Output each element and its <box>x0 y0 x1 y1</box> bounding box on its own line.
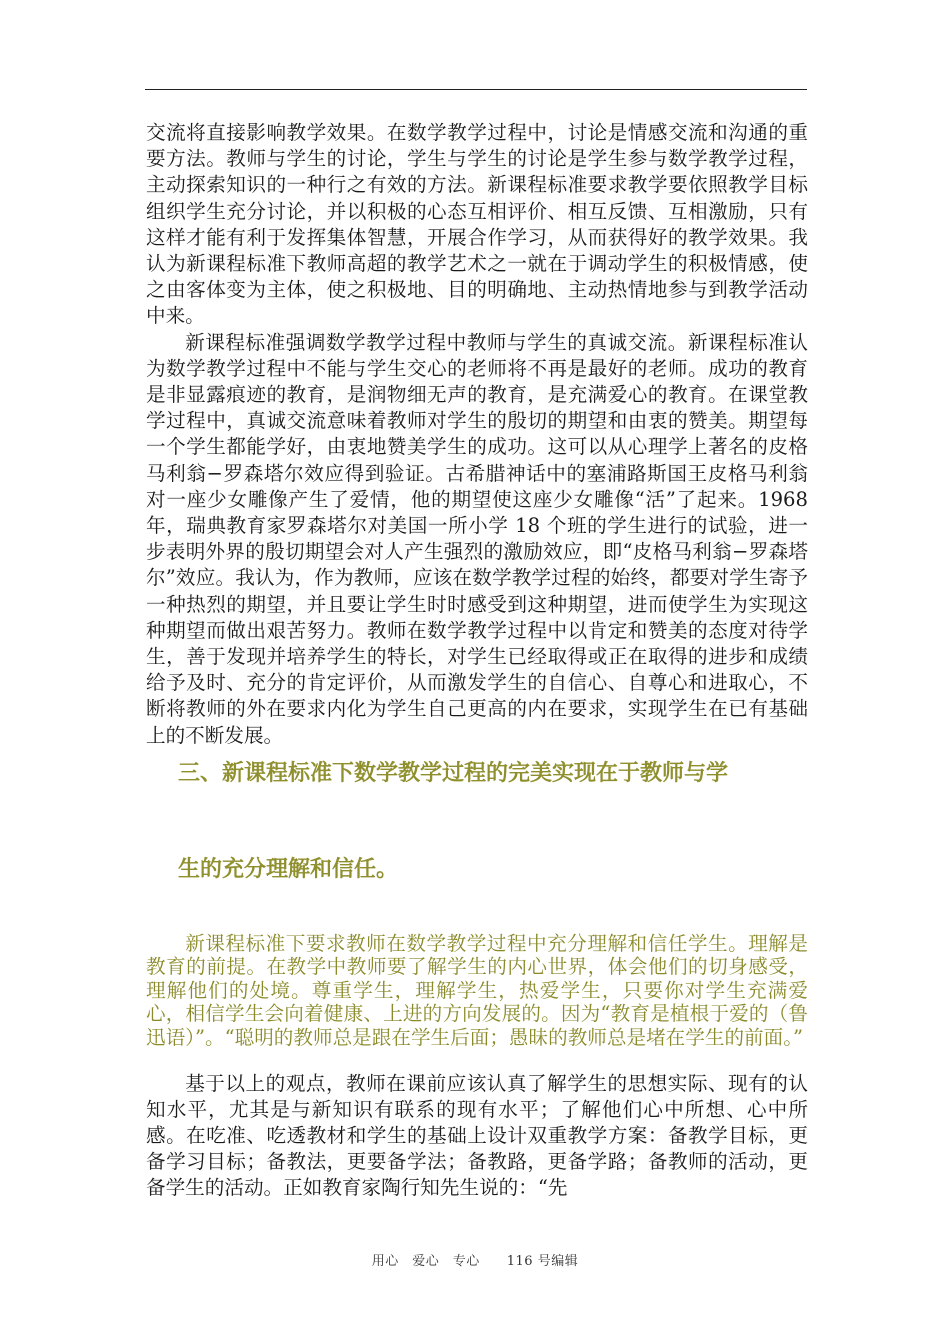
paragraph-understanding-trust: 新课程标准下要求教师在数学教学过程中充分理解和信任学生。理解是教育的前提。在教学中教师要了解学生的内心世界，体会他们的切身感受，理解他们的处境。尊重学生，理解学生，热爱学生，只要你对学生充满爱心，相信学生会向着健康、上进的方向发展的。因为“教育是植根于爱的（鲁迅语）”。“聪明的教师总是跟在学生后面；愚昧的教师总是堵在学生的前面。” <box>146 932 808 1049</box>
section-heading-line-2: 生的充分理解和信任。 <box>178 857 399 882</box>
header-rule <box>145 89 807 90</box>
body-text-top <box>146 120 808 749</box>
paragraph-sincere-communication: 新课程标准强调数学教学过程中教师与学生的真诚交流。新课程标准认为数学教学过程中不能与学生交心的老师将不再是最好的老师。成功的教育是非显露痕迹的教育，是润物细无声的教育，是充满爱心的教育。在课堂教学过程中，真诚交流意味着教师对学生的殷切的期望和由衷的赞美。期望每一个学生都能学好，由衷地赞美学生的成功。这可以从心理学上著名的皮格马利翁−罗森塔尔效应得到验证。古希腊神话中的塞浦路斯国王皮格马利翁对一座少女雕像产生了爱情，他的期望使这座少女雕像“活”了起来。1968 年，瑞典教育家罗森塔尔对美国一所小学 18 个班的学生进行的试验，进一步表明外界的殷切期望会对人产生强烈的激励效应，即“皮格马利翁−罗森塔尔”效应。我认为，作为教师，应该在数学教学过程的始终，都要对学生寄予一种热烈的期望，并且要让学生时时感受到这种期望，进而使学生为实现这种期望而做出艰苦努力。教师在数学教学过程中以肯定和赞美的态度对待学生，善于发现并培养学生的特长，对学生已经取得或正在取得的进步和成绩给予及时、充分的肯定评价，从而激发学生的自信心、自尊心和进取心，不断将教师的外在要求内化为学生自己更高的内在要求，实现学生在已有基础上的不断发展。 <box>146 330 808 747</box>
page-footer: 用心 爱心 专心 116 号编辑 <box>371 1254 579 1269</box>
body-text-bottom <box>146 1071 808 1201</box>
highlighted-paragraph-block <box>146 932 808 1049</box>
paragraph-discussion: 交流将直接影响教学效果。在数学教学过程中，讨论是情感交流和沟通的重要方法。教师与学生的讨论，学生与学生的讨论是学生参与数学教学过程，主动探索知识的一种行之有效的方法。新课程标准要求教学要依照教学目标组织学生充分讨论，并以积极的心态互相评价、相互反馈、互相激励，只有这样才能有利于发挥集体智慧，开展合作学习，从而获得好的教学效果。我认为新课程标准下教师高超的教学艺术之一就在于调动学生的积极情感，使之由客体变为主体，使之积极地、目的明确地、主动热情地参与到教学活动中来。 <box>146 121 808 328</box>
section-heading-line-1: 三、新课程标准下数学教学过程的完美实现在于教师与学 <box>178 761 729 786</box>
paragraph-lesson-planning: 基于以上的观点，教师在课前应该认真了解学生的思想实际、现有的认知水平，尤其是与新知识有联系的现有水平；了解他们心中所想、心中所感。在吃准、吃透教材和学生的基础上设计双重教学方案：备教学目标，更备学习目标；备教法，更要备学法；备教路，更备学路；备教师的活动，更备学生的活动。正如教育家陶行知先生说的：“先 <box>146 1072 808 1199</box>
